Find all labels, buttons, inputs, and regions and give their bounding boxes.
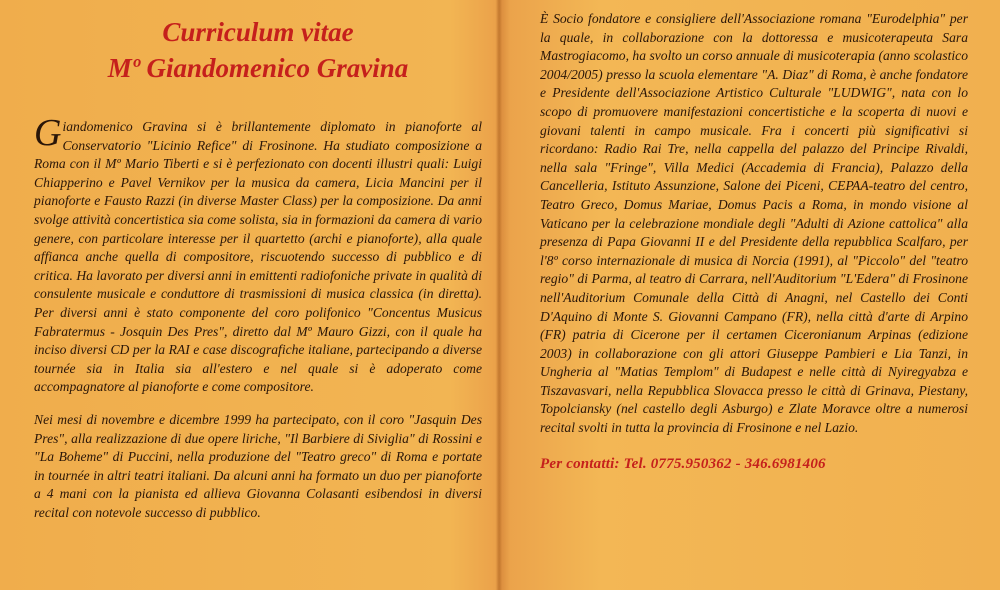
- right-panel: [540, 10, 968, 473]
- title-name: Mº Giandomenico Gravina: [107, 53, 409, 83]
- biography-paragraph-1: Giandomenico Gravina si è brillantemente diplomato in pianoforte al Conservatorio "Licinio Refice" di Frosinone. Ha studiato composizione a Roma con il Mº Mario Tiberti e si è perfezionato con docenti illustri quali: Luigi Chiapperino e Pavel Vernikov per la musica da camera, Licia Mancini per il pianoforte e Fausto Razzi (in diverse Master Class) per la composizione. Da anni svolge attività concertistica sia come solista, sia in formazioni da camera di vario genere, con particolare interesse per il quartetto (archi e pianoforte), alla quale affianca anche quella di compositore, riscuotendo successo di pubblico e di critica. Ha lavorato per diversi anni in emittenti radiofoniche private in qualità di consulente musicale e conduttore di trasmissioni di musica classica (in diretta). Per diversi anni è stato componente del coro polifonico "Concentus Musicus Fabratermus - Josquin Des Pres", diretto dal Mº Mauro Gizzi, con il quale ha inciso diversi CD per la RAI e case discografiche italiane, partecipando a diverse tournée sia in Italia sia all'estero e nel quale si è adoperato come accompagnatore al pianoforte e come compositore.: [34, 112, 482, 395]
- contact-line: Per contatti: Tel. 0775.950362 - 346.6981406: [540, 455, 826, 472]
- biography-paragraph-2: Nei mesi di novembre e dicembre 1999 ha partecipato, con il coro "Jasquin Des Pres", alla realizzazione di due opere liriche, "Il Barbiere di Siviglia" di Rossini e "La Boheme" di Puccini, nella produzione del "Teatro greco" di Roma e portate in tournée in altri teatri italiani. Da alcuni anni ha formato un duo per pianoforte a 4 mani con la pianista ed allieva Giovanna Colasanti esibendosi in diversi recital con notevole successo di pubblico.: [34, 411, 482, 520]
- title-curriculum: Curriculum vitae: [162, 17, 354, 47]
- left-panel: [34, 10, 482, 522]
- page-fold: [496, 0, 502, 590]
- biography-paragraph-3: È Socio fondatore e consigliere dell'Associazione romana "Eurodelphia" per la quale, in collaborazione con la dottoressa e musicoterapeuta Sara Mastrogiacomo, ha svolto un corso annuale di musicoterapia (anno scolastico 2004/2005) presso la scuola elementare "A. Diaz" di Roma, è anche fondatore e Presidente dell'Associazione Artistico Culturale "LUDWIG", nata con lo scopo di promuovere manifestazioni concertistiche e la scoperta di nuovi e giovani talenti in campo musicale. Fra i concerti più significativi si ricordano: Radio Rai Tre, nella cappella del palazzo del Principe Rivaldi, nella sala "Fringe", Villa Medici (Accademia di Francia), Palazzo della Cancelleria, Istituto Assunzione, Salone dei Piceni, CEPAA-teatro del centro, Teatro Greco, Domus Mariae, Domus Pacis a Roma, in mondo visione al Vaticano per la celebrazione mondiale degli "Adulti di Azione cattolica" alla presenza di Papa Giovanni II e del Presidente della repubblica Scalfaro, per l'8º corso internazionale di musica di Norcia (1991), al "Piccolo" del "teatro regio" di Parma, al teatro di Carrara, nell'Auditorium "L'Edera" di Frosinone nell'Auditorium Comunale della Città di Anagni, nel Castello dei Conti D'Aquino di Monte S. Giovanni Campano (FR), nella città d'arte di Arpino (FR) patria di Cicerone per il certamen Ciceronianum Arpinas (edizione 2003) in collaborazione con gli attori Giuseppe Pambieri e Lia Tanzi, in Ungheria al "Matias Templom" di Budapest e nelle città di Nyiregyabza e Tiszavasvari, nella Repubblica Slovacca presso le città di Grinava, Piestany, Topolciansky (nel castello degli Asburgo) e Zlate Moravce oltre a numerosi recital svolti in tutta la provincia di Frosinone e nel Lazio.: [540, 11, 968, 436]
